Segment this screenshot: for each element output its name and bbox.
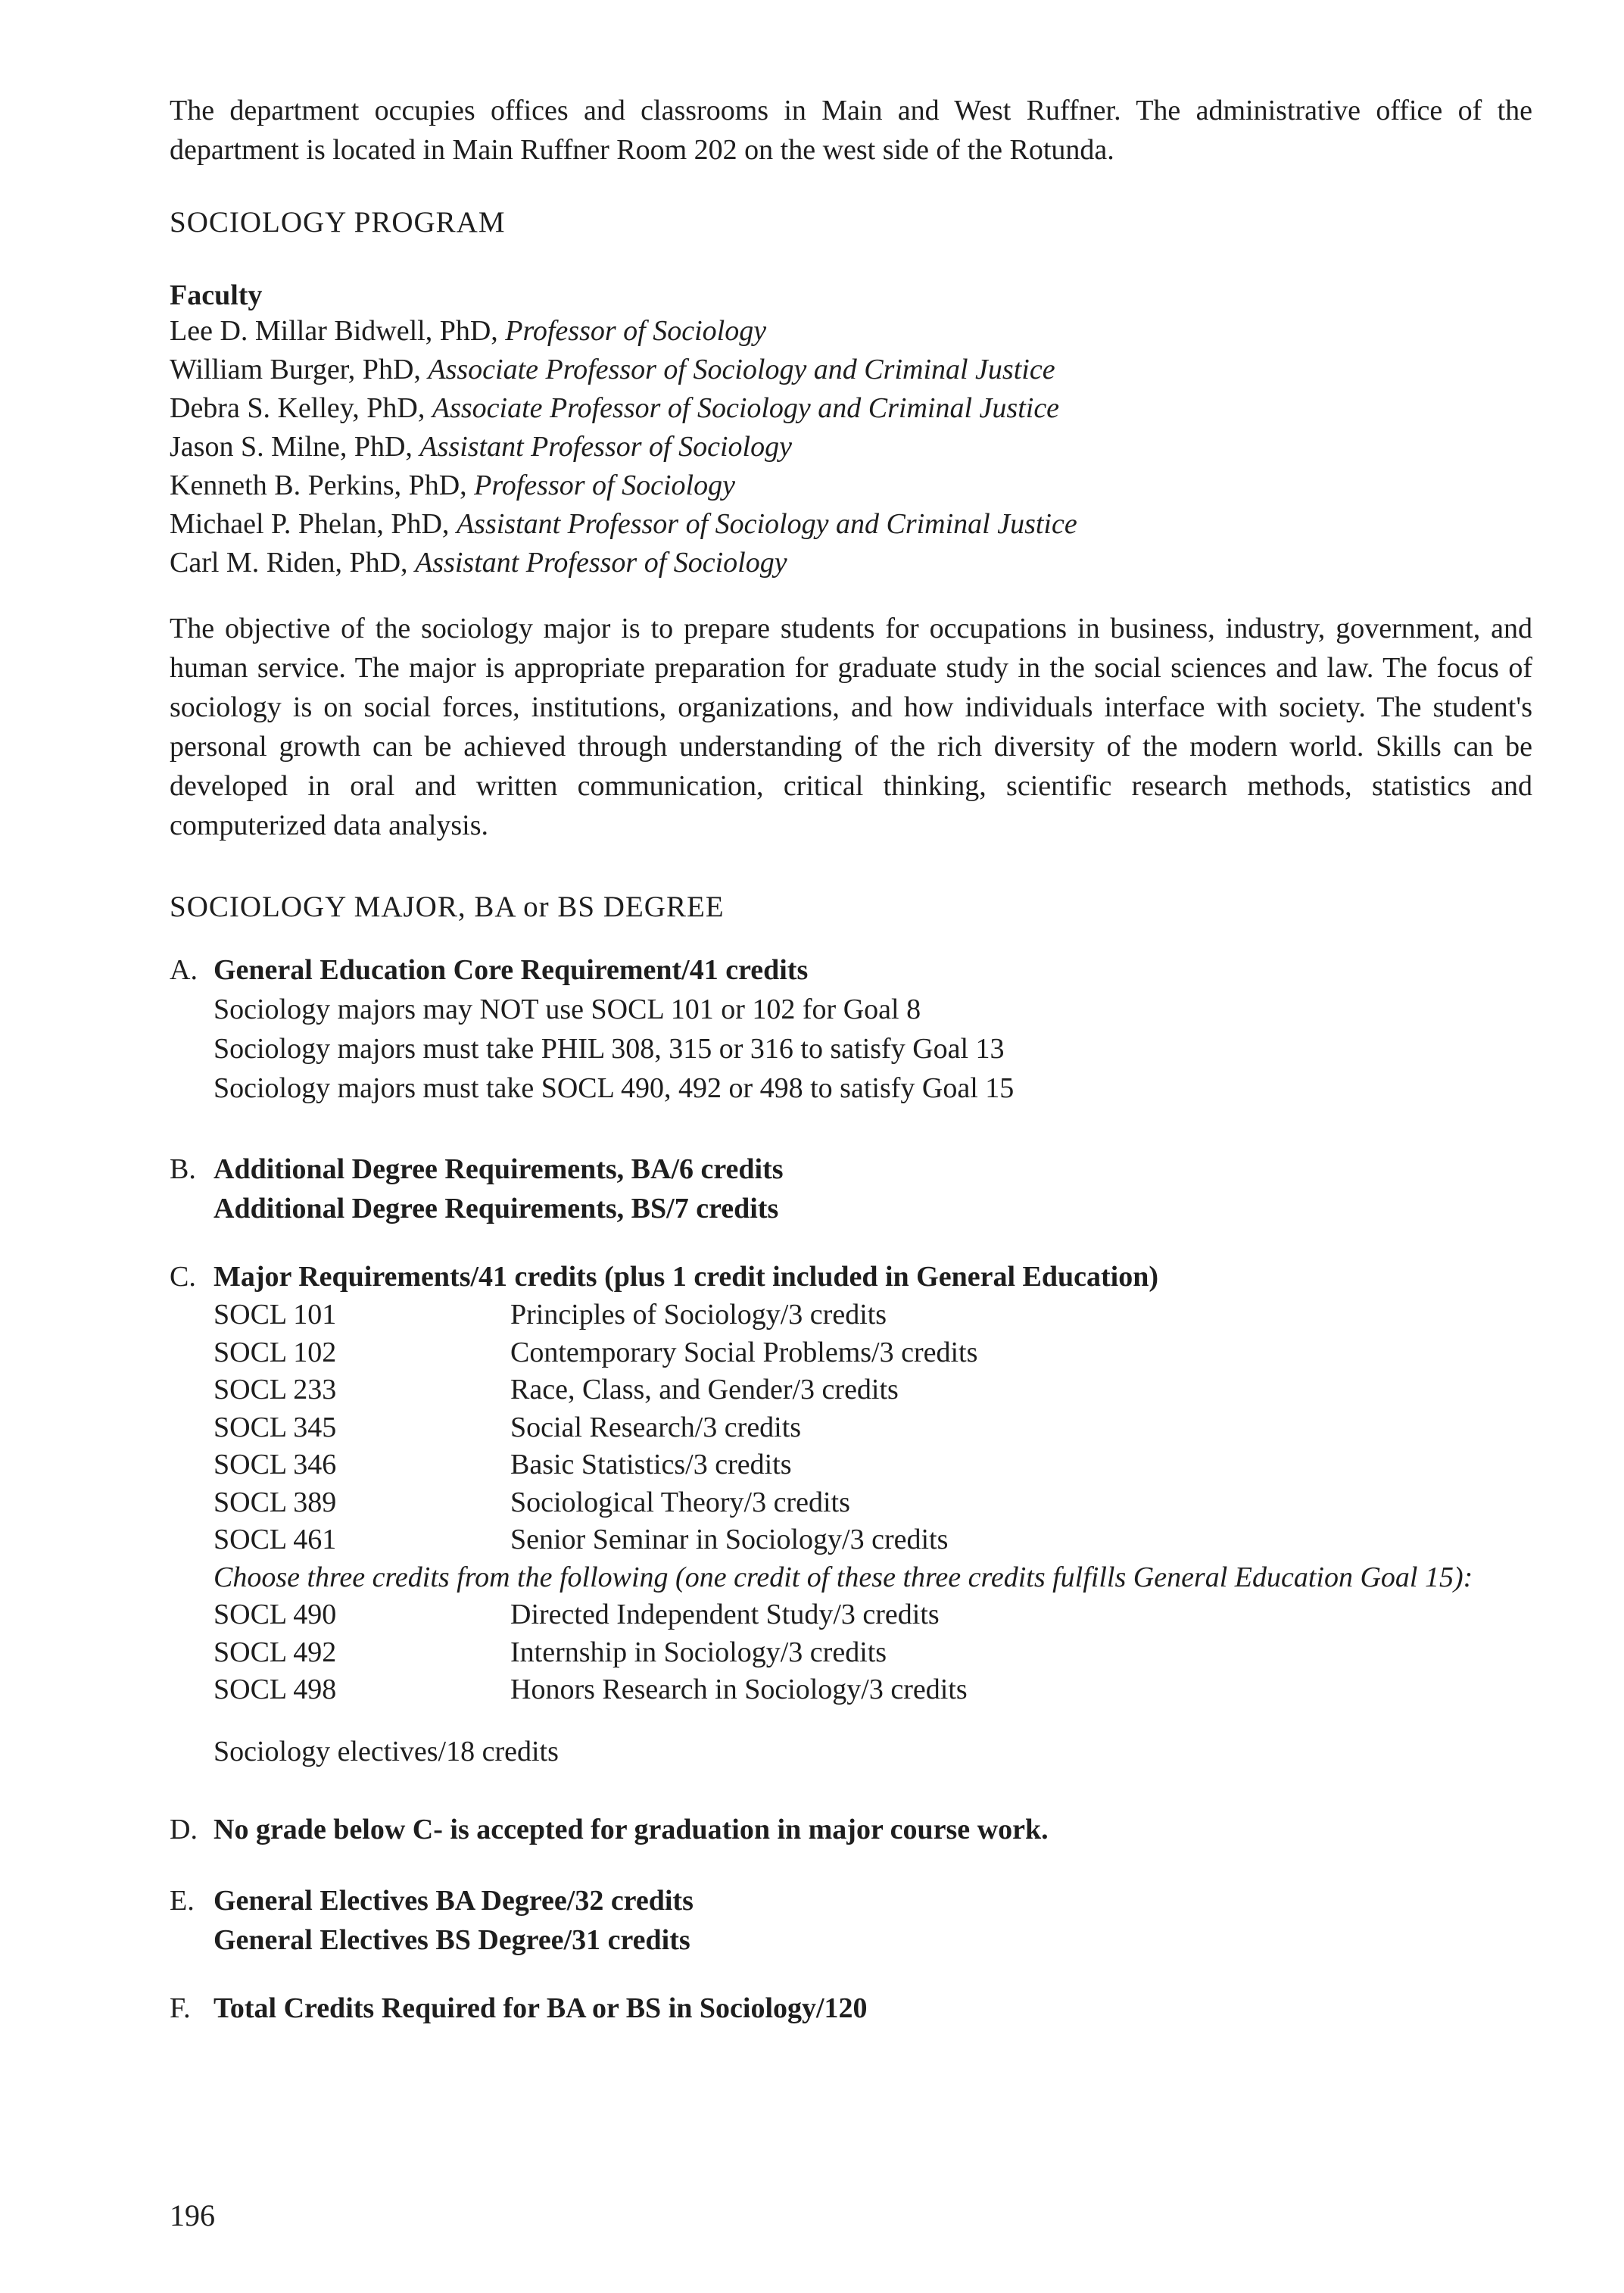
requirement-note: Sociology majors may NOT use SOCL 101 or 102 for Goal 8	[214, 994, 921, 1025]
section-letter: B.	[170, 1153, 196, 1185]
section-e	[170, 1881, 1532, 1960]
course-name: Race, Class, and Gender/3 credits	[510, 1374, 899, 1405]
faculty-member	[170, 466, 1077, 505]
course-row	[214, 1296, 1532, 1334]
faculty-title: Professor of Sociology	[474, 470, 735, 501]
course-name: Social Research/3 credits	[510, 1411, 802, 1443]
faculty-member	[170, 428, 1077, 466]
faculty-name: Jason S. Milne, PhD,	[170, 431, 420, 463]
section-title: General Education Core Requirement/41 credits	[214, 954, 809, 986]
course-row	[214, 1446, 1532, 1484]
faculty-name: Lee D. Millar Bidwell, PhD,	[170, 315, 506, 347]
course-row	[214, 1634, 1532, 1672]
course-row	[214, 1484, 1532, 1522]
sociology-electives: Sociology electives/18 credits	[214, 1735, 559, 1767]
course-row	[214, 1521, 1532, 1559]
section-letter: E.	[170, 1885, 195, 1917]
faculty-member	[170, 389, 1077, 428]
section-title: General Electives BA Degree/32 credits	[214, 1885, 694, 1917]
course-name: Contemporary Social Problems/3 credits	[510, 1336, 978, 1368]
choose-credits-note: Choose three credits from the following (one credit of these three credits fulfills General Education Goal 15):	[214, 1561, 1473, 1593]
section-b	[170, 1150, 1532, 1228]
course-code: SOCL 102	[214, 1336, 337, 1368]
program-heading: SOCIOLOGY PROGRAM	[170, 206, 506, 239]
course-row	[214, 1334, 1532, 1372]
course-name: Senior Seminar in Sociology/3 credits	[510, 1524, 949, 1555]
faculty-member	[170, 544, 1077, 582]
course-row	[214, 1409, 1532, 1447]
faculty-list	[170, 312, 1077, 582]
objective-paragraph: The objective of the sociology major is to prepare students for occupations in business, industry, government, and human service. The major is appropriate preparation for graduate study in the social sciences and law. The focus of sociology is on social forces, institutions, organizations, and how individuals interface with society. The student's personal growth can be achieved through understanding of the rich diversity of the modern world. Skills can be developed in oral and written communication, critical thinking, scientific research methods, statistics and computerized data analysis.	[170, 613, 1532, 841]
course-code: SOCL 490	[214, 1599, 337, 1630]
faculty-name: Kenneth B. Perkins, PhD,	[170, 470, 475, 501]
course-row	[214, 1371, 1532, 1409]
section-title-secondary: General Electives BS Degree/31 credits	[214, 1924, 690, 1956]
course-code: SOCL 233	[214, 1374, 337, 1405]
course-row	[214, 1596, 1532, 1634]
faculty-title: Assistant Professor of Sociology and Criminal Justice	[456, 508, 1077, 540]
faculty-name: William Burger, PhD,	[170, 354, 429, 385]
section-f	[170, 1989, 1532, 2028]
section-letter: F.	[170, 1992, 191, 2024]
course-name: Directed Independent Study/3 credits	[510, 1599, 940, 1630]
faculty-name: Debra S. Kelley, PhD,	[170, 392, 432, 424]
faculty-member	[170, 505, 1077, 544]
course-code: SOCL 492	[214, 1636, 337, 1668]
section-title: Major Requirements/41 credits (plus 1 credit included in General Education)	[214, 1261, 1159, 1293]
course-code: SOCL 101	[214, 1299, 337, 1331]
course-name: Internship in Sociology/3 credits	[510, 1636, 887, 1668]
section-title-secondary: Additional Degree Requirements, BS/7 credits	[214, 1193, 779, 1224]
faculty-title: Professor of Sociology	[505, 315, 767, 347]
course-code: SOCL 345	[214, 1411, 337, 1443]
page-number: 196	[170, 2198, 215, 2232]
section-d	[170, 1810, 1532, 1849]
section-c	[170, 1257, 1532, 1771]
faculty-title: Associate Professor of Sociology and Criminal Justice	[432, 392, 1060, 424]
course-name: Principles of Sociology/3 credits	[510, 1299, 887, 1331]
section-title: No grade below C- is accepted for graduation in major course work.	[214, 1814, 1049, 1845]
course-code: SOCL 389	[214, 1486, 337, 1518]
faculty-title: Assistant Professor of Sociology	[419, 431, 792, 463]
course-name: Basic Statistics/3 credits	[510, 1449, 792, 1480]
section-letter: A.	[170, 954, 198, 986]
section-letter: C.	[170, 1261, 196, 1293]
major-heading: SOCIOLOGY MAJOR, BA or BS DEGREE	[170, 891, 725, 923]
faculty-title: Assistant Professor of Sociology	[415, 547, 787, 579]
faculty-name: Carl M. Riden, PhD,	[170, 547, 416, 579]
course-name: Sociological Theory/3 credits	[510, 1486, 850, 1518]
section-a	[170, 950, 1532, 1108]
faculty-title: Associate Professor of Sociology and Criminal Justice	[428, 354, 1055, 385]
faculty-member	[170, 351, 1077, 389]
section-letter: D.	[170, 1814, 198, 1845]
section-title: Additional Degree Requirements, BA/6 credits	[214, 1153, 784, 1185]
requirement-note: Sociology majors must take PHIL 308, 315 or 316 to satisfy Goal 13	[214, 1033, 1005, 1065]
course-name: Honors Research in Sociology/3 credits	[510, 1674, 968, 1705]
course-code: SOCL 461	[214, 1524, 337, 1555]
course-row	[214, 1671, 1532, 1709]
faculty-heading: Faculty	[170, 279, 263, 311]
faculty-member	[170, 312, 1077, 351]
requirement-note: Sociology majors must take SOCL 490, 492 or 498 to satisfy Goal 15	[214, 1072, 1015, 1104]
course-code: SOCL 346	[214, 1449, 337, 1480]
faculty-name: Michael P. Phelan, PhD,	[170, 508, 457, 540]
course-code: SOCL 498	[214, 1674, 337, 1705]
intro-paragraph: The department occupies offices and classrooms in Main and West Ruffner. The administrative office of the department is located in Main Ruffner Room 202 on the west side of the Rotunda.	[170, 95, 1532, 166]
section-title: Total Credits Required for BA or BS in Sociology/120	[214, 1992, 868, 2024]
